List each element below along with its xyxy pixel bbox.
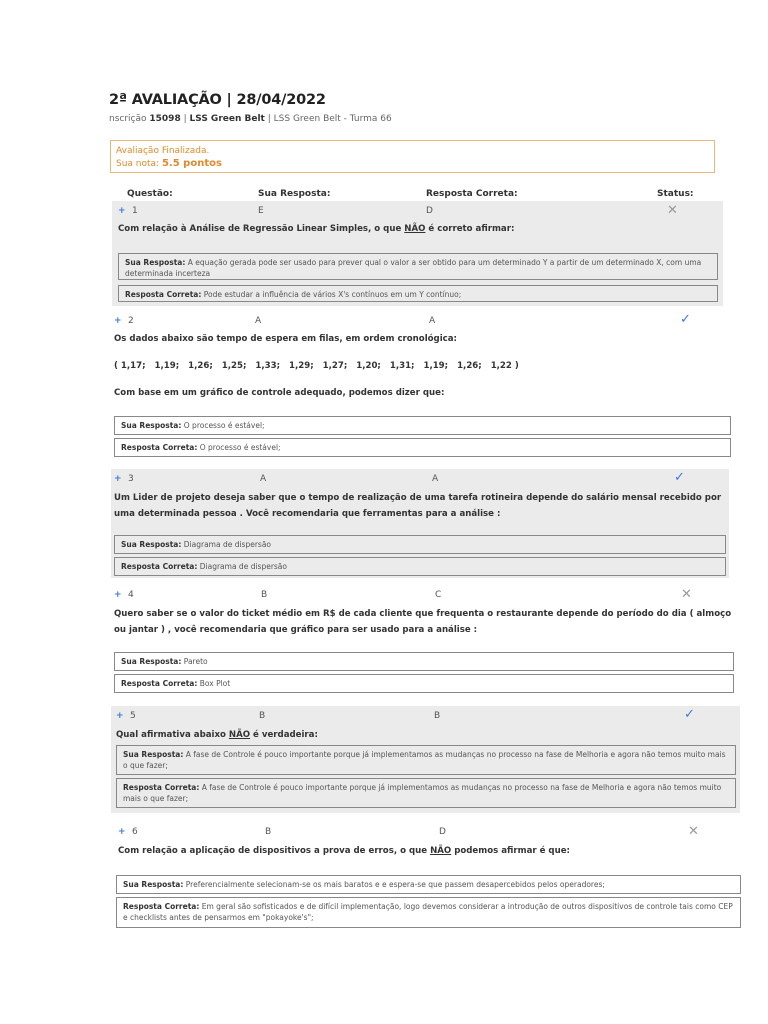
question-number: 1 (132, 206, 138, 216)
expand-plus-icon[interactable]: + (114, 316, 122, 326)
given-answer: A (255, 316, 262, 326)
score-label: Sua nota: (116, 159, 160, 169)
question-row-6 (118, 825, 718, 839)
correct-answer: D (439, 827, 446, 837)
correct-answer-box: Resposta Correta: Diagrama de dispersão (114, 557, 726, 576)
correct-answer: A (432, 474, 439, 484)
expand-plus-icon[interactable]: + (116, 711, 124, 721)
subscription-line (109, 114, 392, 124)
class-name: LSS Green Belt - Turma 66 (273, 114, 392, 124)
question-number: 6 (132, 827, 138, 837)
check-icon: ✓ (684, 707, 695, 722)
correct-answer-box: Resposta Correta: A fase de Controle é pouco importante porque já implementamos as mudanças no processo na fase de Melhoria e agora não temos muito mais o que fazer; (116, 778, 736, 808)
your-answer-box: Sua Resposta: Preferencialmente selecionam-se os mais baratos e e espera-se que passem desapercebidos pelos operadores; (116, 875, 741, 894)
expand-plus-icon[interactable]: + (118, 206, 126, 216)
question-number: 5 (130, 711, 136, 721)
your-answer-box: Sua Resposta: Pareto (114, 652, 734, 671)
given-answer: B (261, 590, 268, 600)
given-answer: E (258, 206, 264, 216)
question-text: Qual afirmativa abaixo NÃO é verdadeira: (116, 730, 318, 740)
correct-answer-box: Resposta Correta: O processo é estável; (114, 438, 731, 457)
score-value: 5.5 pontos (161, 158, 222, 169)
question-row-5 (116, 709, 716, 723)
correct-answer-box: Resposta Correta: Box Plot (114, 674, 734, 693)
correct-answer-box: Resposta Correta: Em geral são sofisticados e de difícil implementação, logo devemos considerar a introdução de outros dispositivos de controle tais como CEP e checklists antes de pensarmos em "pokayoke's"; (116, 897, 741, 928)
cross-icon: ✕ (681, 587, 692, 602)
question-row-1 (118, 204, 718, 218)
data-series: ( 1,17; 1,19; 1,26; 1,25; 1,33; 1,29; 1,27; 1,20; 1,31; 1,19; 1,26; 1,22 ) (114, 361, 519, 371)
result-box (110, 140, 715, 173)
check-icon: ✓ (674, 470, 685, 485)
cross-icon: ✕ (688, 824, 699, 839)
question-row-4 (114, 588, 714, 602)
given-answer: A (260, 474, 267, 484)
question-text: Com relação à Análise de Regressão Linear Simples, o que NÃO é correto afirmar: (118, 224, 515, 234)
expand-plus-icon[interactable]: + (114, 474, 122, 484)
question-number: 4 (128, 590, 134, 600)
your-answer-box: Sua Resposta: O processo é estável; (114, 416, 731, 435)
page-title: 2ª AVALIAÇÃO | 28/04/2022 (109, 92, 326, 108)
col-header-sua-resposta: Sua Resposta: (258, 189, 331, 199)
score-line (116, 157, 709, 171)
correct-answer: B (434, 711, 441, 721)
col-header-status: Status: (657, 189, 694, 199)
separator: | (267, 114, 271, 124)
subscription-number: 15098 (149, 114, 181, 124)
question-text: Os dados abaixo são tempo de espera em filas, em ordem cronológica: (114, 334, 457, 344)
check-icon: ✓ (680, 312, 691, 327)
question-number: 3 (128, 474, 134, 484)
question-text: Com relação a aplicação de dispositivos a prova de erros, o que NÃO podemos afirmar é que: (118, 846, 570, 856)
col-header-resposta-correta: Resposta Correta: (426, 189, 518, 199)
correct-answer-box: Resposta Correta: Pode estudar a influência de vários X's contínuos em um Y contínuo; (118, 285, 718, 302)
question-text: Quero saber se o valor do ticket médio em R$ de cada cliente que frequenta o restaurante depende do período do dia ( almoço ou jantar ) , você recomendaria que gráfico para ser usado para a análise : (114, 609, 732, 635)
result-status: Avaliação Finalizada. (116, 146, 210, 156)
given-answer: B (265, 827, 272, 837)
your-answer-box: Sua Resposta: Diagrama de dispersão (114, 535, 726, 554)
question-number: 2 (128, 316, 134, 326)
correct-answer: C (435, 590, 442, 600)
given-answer: B (259, 711, 266, 721)
separator: | (183, 114, 187, 124)
question-row-2 (114, 314, 714, 328)
question-text: Um Lider de projeto deseja saber que o tempo de realização de uma tarefa rotineira depende do salário mensal recebido por uma determinada pessoa . Você recomendaria que ferramentas para a análise : (114, 493, 722, 519)
correct-answer: A (429, 316, 436, 326)
course-name: LSS Green Belt (189, 114, 265, 124)
cross-icon: ✕ (667, 203, 678, 218)
your-answer-box: Sua Resposta: A equação gerada pode ser usado para prever qual o valor a ser obtido para um determinado Y a partir de um determinado X, com uma determinada incerteza (118, 253, 718, 280)
expand-plus-icon[interactable]: + (114, 590, 122, 600)
col-header-questao: Questão: (127, 189, 173, 199)
expand-plus-icon[interactable]: + (118, 827, 126, 837)
your-answer-box: Sua Resposta: A fase de Controle é pouco importante porque já implementamos as mudanças no processo na fase de Melhoria e agora não temos muito mais o que fazer; (116, 745, 736, 775)
subscription-prefix: nscrição (109, 114, 147, 124)
correct-answer: D (426, 206, 433, 216)
question-row-3 (114, 472, 714, 486)
question-text-2: Com base em um gráfico de controle adequado, podemos dizer que: (114, 388, 445, 398)
